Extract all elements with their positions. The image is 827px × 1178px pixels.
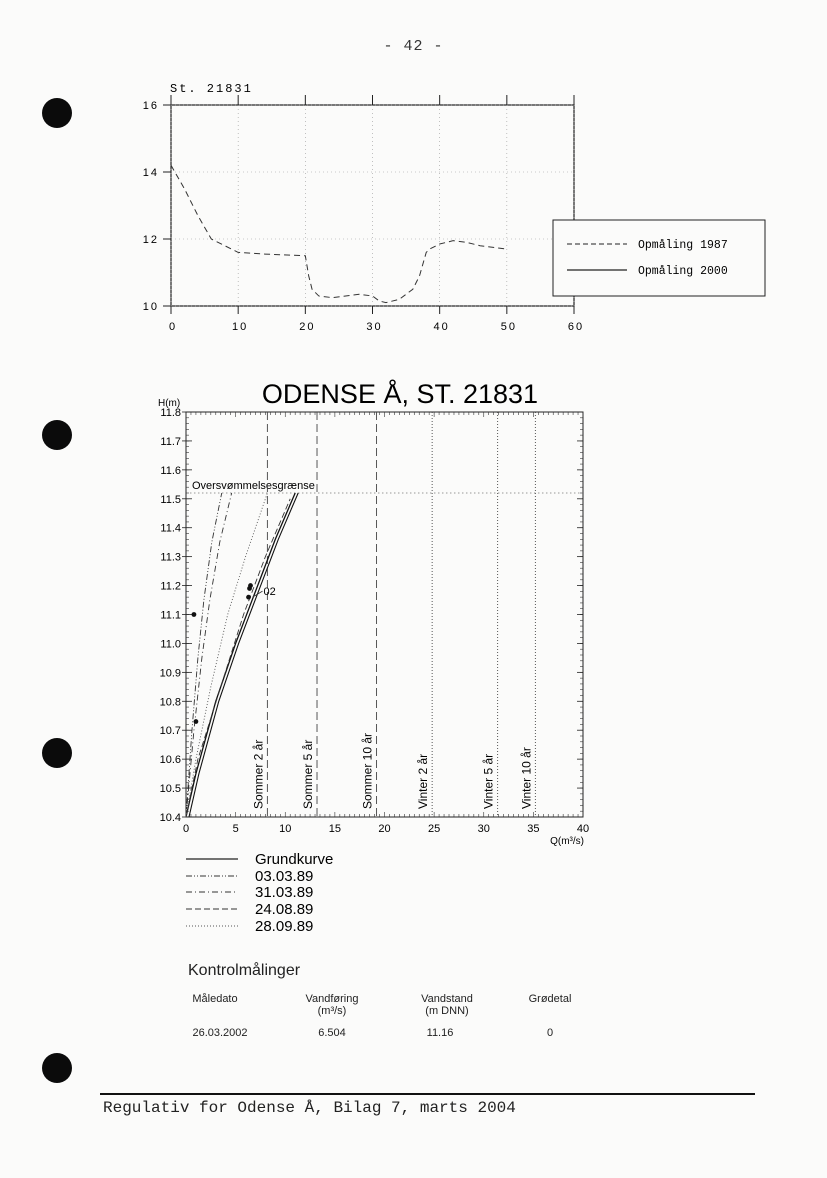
rating-y-tick-label: 10.6 bbox=[159, 754, 181, 767]
rating-x-tick-label: 25 bbox=[428, 823, 441, 835]
kontrol-header-line: Vandføring bbox=[305, 993, 359, 1005]
rating-chart bbox=[0, 360, 827, 950]
return-period-label: Vinter 5 år bbox=[481, 753, 496, 809]
rating-x-tick-label: 40 bbox=[576, 823, 590, 835]
legend-label-2000: Opmåling 2000 bbox=[638, 265, 728, 278]
legend-label-grundkurve: Grundkurve bbox=[255, 851, 334, 868]
kontrol-cell-dato: 26.03.2002 bbox=[192, 1027, 248, 1039]
return-period-label: Vinter 2 år bbox=[416, 753, 431, 809]
profile-x-tick-label: 20 bbox=[299, 321, 316, 333]
rating-y-tick-label: 10.8 bbox=[159, 696, 181, 709]
profile-x-tick-label: 60 bbox=[567, 321, 585, 333]
legend-label-280989: 28.09.89 bbox=[255, 918, 314, 935]
rating-x-tick-label: 35 bbox=[527, 823, 540, 835]
rating-x-tick-label: 15 bbox=[328, 823, 341, 835]
kontrol-cell-groedetal: 0 bbox=[546, 1027, 554, 1039]
return-period-label: Sommer 2 år bbox=[251, 739, 266, 809]
kontrol-header-maaledato bbox=[170, 993, 260, 1005]
profile-legend bbox=[553, 220, 765, 296]
flood-level-label: Oversvømmelsesgrænse bbox=[191, 480, 315, 492]
punch-hole bbox=[42, 1053, 72, 1083]
profile-x-tick-label: 40 bbox=[433, 321, 450, 333]
measurement-point bbox=[248, 583, 253, 588]
kontrol-header-vandfoering bbox=[292, 993, 372, 1017]
rating-y-tick-label: 11.0 bbox=[160, 638, 181, 651]
profile-y-tick-label: 16 bbox=[142, 100, 159, 112]
rating-y-tick-label: 11.3 bbox=[160, 551, 181, 564]
profile-x-tick-label: 50 bbox=[500, 321, 517, 333]
profile-x-tick-label: 10 bbox=[232, 321, 249, 333]
rating-y-tick-label: 10.5 bbox=[159, 783, 181, 796]
rating-series-line bbox=[186, 493, 232, 817]
profile-y-tick-label: 14 bbox=[142, 167, 159, 179]
rating-y-tick-label: 11.7 bbox=[160, 435, 181, 448]
rating-x-tick-label: 30 bbox=[477, 823, 490, 835]
legend-label-1987: Opmåling 1987 bbox=[638, 239, 728, 252]
profile-y-tick-label: 10 bbox=[142, 301, 159, 313]
legend-label-030389: 03.03.89 bbox=[255, 868, 314, 885]
kontrol-cell-vandfoering: 6.504 bbox=[318, 1027, 346, 1039]
kontrol-header-unit: (m DNN) bbox=[425, 1005, 469, 1017]
rating-y-tick-label: 11.8 bbox=[160, 407, 181, 419]
rating-curves bbox=[186, 493, 298, 817]
rating-y-tick-label: 11.6 bbox=[160, 464, 181, 477]
return-period-label: Sommer 10 år bbox=[360, 732, 375, 809]
rating-y-tick-label: 11.4 bbox=[160, 522, 181, 535]
profile-y-axis bbox=[143, 100, 171, 313]
rating-y-tick-label: 11.1 bbox=[160, 609, 181, 622]
rating-measurement-points bbox=[192, 583, 253, 724]
rating-legend bbox=[186, 851, 333, 935]
rating-title: ODENSE Å, ST. 21831 bbox=[261, 379, 539, 409]
profile-grid bbox=[171, 105, 574, 306]
rating-x-label: Q(m³/s) bbox=[550, 836, 584, 847]
kontrol-header-line: Måledato bbox=[192, 993, 238, 1005]
return-period-label: Sommer 5 år bbox=[301, 739, 316, 809]
kontrol-header-vandstand bbox=[407, 993, 487, 1017]
footer-rule bbox=[100, 1093, 755, 1095]
rating-series-line bbox=[186, 493, 295, 817]
return-period-lines bbox=[251, 412, 535, 817]
profile-y-tick-label: 12 bbox=[142, 234, 159, 246]
rating-x-tick-label: 20 bbox=[378, 823, 391, 835]
legend-label-240889: 24.08.89 bbox=[255, 901, 314, 918]
series-line-1987 bbox=[171, 165, 507, 302]
profile-x-axis bbox=[169, 95, 584, 333]
measurement-point bbox=[194, 719, 199, 724]
rating-y-tick-label: 10.7 bbox=[159, 725, 181, 738]
rating-series-line bbox=[189, 493, 298, 817]
kontrol-header-line: Grødetal bbox=[528, 993, 572, 1005]
rating-x-tick-label: 10 bbox=[279, 823, 292, 835]
rating-y-tick-label: 11.2 bbox=[160, 580, 181, 593]
profile-x-tick-label: 0 bbox=[168, 321, 178, 333]
point-label-02: 02 bbox=[263, 586, 276, 599]
legend-label-310389: 31.03.89 bbox=[255, 884, 314, 901]
profile-station-label: St. 21831 bbox=[170, 82, 253, 96]
measurement-point bbox=[246, 595, 251, 600]
kontrol-title: Kontrolmålinger bbox=[188, 962, 301, 979]
kontrol-header-line: Vandstand bbox=[421, 993, 473, 1005]
rating-series-line bbox=[186, 493, 222, 817]
rating-y-tick-label: 10.4 bbox=[159, 812, 181, 824]
profile-x-tick-label: 30 bbox=[366, 321, 383, 333]
page-number: - 42 - bbox=[383, 38, 444, 55]
kontrol-cell-vandstand: 11.16 bbox=[426, 1027, 454, 1039]
rating-y-tick-label: 11.5 bbox=[160, 493, 181, 506]
rating-x-tick-label: 0 bbox=[182, 823, 190, 835]
measurement-point bbox=[192, 612, 197, 617]
rating-x-tick-label: 5 bbox=[232, 823, 239, 835]
kontrol-header-unit: (m³/s) bbox=[317, 1005, 347, 1017]
return-period-label: Vinter 10 år bbox=[519, 747, 534, 809]
rating-x-axis bbox=[183, 823, 589, 835]
profile-chart bbox=[0, 0, 827, 345]
footer-text: Regulativ for Odense Å, Bilag 7, marts 2004 bbox=[103, 1099, 516, 1117]
kontrol-header-groedetal bbox=[510, 993, 590, 1005]
rating-y-tick-label: 10.9 bbox=[159, 667, 181, 680]
rating-y-label: H(m) bbox=[158, 398, 181, 409]
